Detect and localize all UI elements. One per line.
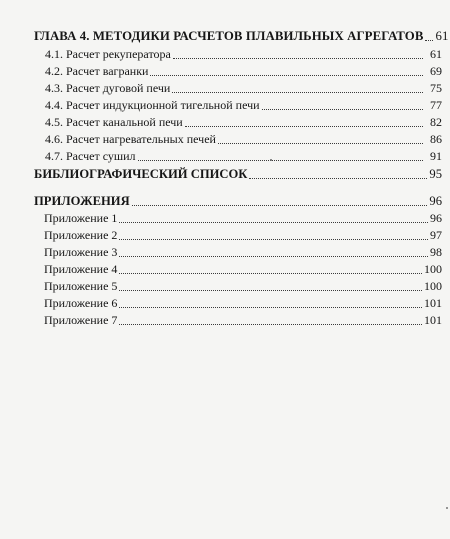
toc-section-4-2 xyxy=(45,64,442,79)
toc-chapter-4 xyxy=(34,29,449,44)
toc-leader xyxy=(119,273,422,274)
toc-section-title: 4.4. Расчет индукционной тигельной печи xyxy=(45,98,260,112)
toc-appendix-3 xyxy=(44,245,442,260)
toc-leader xyxy=(119,324,422,325)
toc-bibliography xyxy=(34,167,442,182)
toc-chapter-4-page: 61 xyxy=(435,29,449,43)
toc-section-4-7 xyxy=(45,149,442,164)
toc-section-4-6 xyxy=(45,132,442,147)
toc-appendix-title: Приложение 4 xyxy=(44,262,118,276)
toc-section-page: 75 xyxy=(430,81,442,95)
toc-appendix-page: 100 xyxy=(424,262,442,276)
toc-section-page: 86 xyxy=(430,132,442,146)
toc-section-title: 4.1. Расчет рекуператора xyxy=(45,47,171,61)
toc-section-page: 69 xyxy=(430,64,442,78)
toc-appendix-title: Приложение 7 xyxy=(44,313,118,327)
toc-leader xyxy=(425,40,433,41)
toc-appendix-title: Приложение 6 xyxy=(44,296,118,310)
toc-section-page: 77 xyxy=(430,98,442,112)
toc-section-title: 4.6. Расчет нагревательных печей xyxy=(45,132,216,146)
toc-appendix-title: Приложение 2 xyxy=(44,228,118,242)
toc-section-title: 4.7. Расчет сушил xyxy=(45,149,136,163)
toc-appendix-page: 97 xyxy=(430,228,442,242)
toc-section-4-5 xyxy=(45,115,442,130)
toc-section-4-4 xyxy=(45,98,442,113)
toc-leader xyxy=(138,160,423,161)
toc-appendix-1 xyxy=(44,211,442,226)
toc-appendix-4 xyxy=(44,262,442,277)
toc-leader xyxy=(119,307,422,308)
print-speck xyxy=(270,159,272,161)
toc-appendix-page: 98 xyxy=(430,245,442,259)
toc-appendix-title: Приложение 3 xyxy=(44,245,118,259)
toc-section-page: 61 xyxy=(430,47,442,61)
toc-appendix-title: Приложение 1 xyxy=(44,211,118,225)
toc-leader xyxy=(262,109,423,110)
toc-appendices-title: ПРИЛОЖЕНИЯ xyxy=(34,194,130,208)
print-speck xyxy=(446,507,448,509)
toc-appendix-2 xyxy=(44,228,442,243)
toc-section-4-3 xyxy=(45,81,442,96)
toc-leader xyxy=(249,178,427,179)
toc-leader xyxy=(132,205,428,206)
toc-appendix-title: Приложение 5 xyxy=(44,279,118,293)
toc-section-page: 82 xyxy=(430,115,442,129)
toc-leader xyxy=(119,222,428,223)
toc-appendix-5 xyxy=(44,279,442,294)
toc-leader xyxy=(185,126,423,127)
toc-appendix-page: 100 xyxy=(424,279,442,293)
toc-leader xyxy=(119,290,422,291)
toc-appendix-page: 101 xyxy=(424,296,442,310)
toc-section-4-1 xyxy=(45,47,442,62)
toc-appendix-6 xyxy=(44,296,442,311)
toc-leader xyxy=(218,143,423,144)
toc-appendix-page: 101 xyxy=(424,313,442,327)
toc-leader xyxy=(173,58,423,59)
toc-leader xyxy=(119,239,428,240)
toc-section-title: 4.2. Расчет вагранки xyxy=(45,64,149,78)
toc-appendices-page: 96 xyxy=(429,194,442,208)
toc-bibliography-page: 95 xyxy=(429,167,442,181)
toc-bibliography-title: БИБЛИОГРАФИЧЕСКИЙ СПИСОК xyxy=(34,167,248,181)
toc-appendix-page: 96 xyxy=(430,211,442,225)
toc-appendices xyxy=(34,194,442,209)
toc-leader xyxy=(150,75,423,76)
toc-appendix-7 xyxy=(44,313,442,328)
toc-leader xyxy=(172,92,423,93)
toc-section-page: 91 xyxy=(430,149,442,163)
toc-section-title: 4.5. Расчет канальной печи xyxy=(45,115,183,129)
toc-leader xyxy=(119,256,428,257)
toc-chapter-4-title: ГЛАВА 4. МЕТОДИКИ РАСЧЕТОВ ПЛАВИЛЬНЫХ АГРЕГАТОВ xyxy=(34,29,424,43)
toc-section-title: 4.3. Расчет дуговой печи xyxy=(45,81,171,95)
